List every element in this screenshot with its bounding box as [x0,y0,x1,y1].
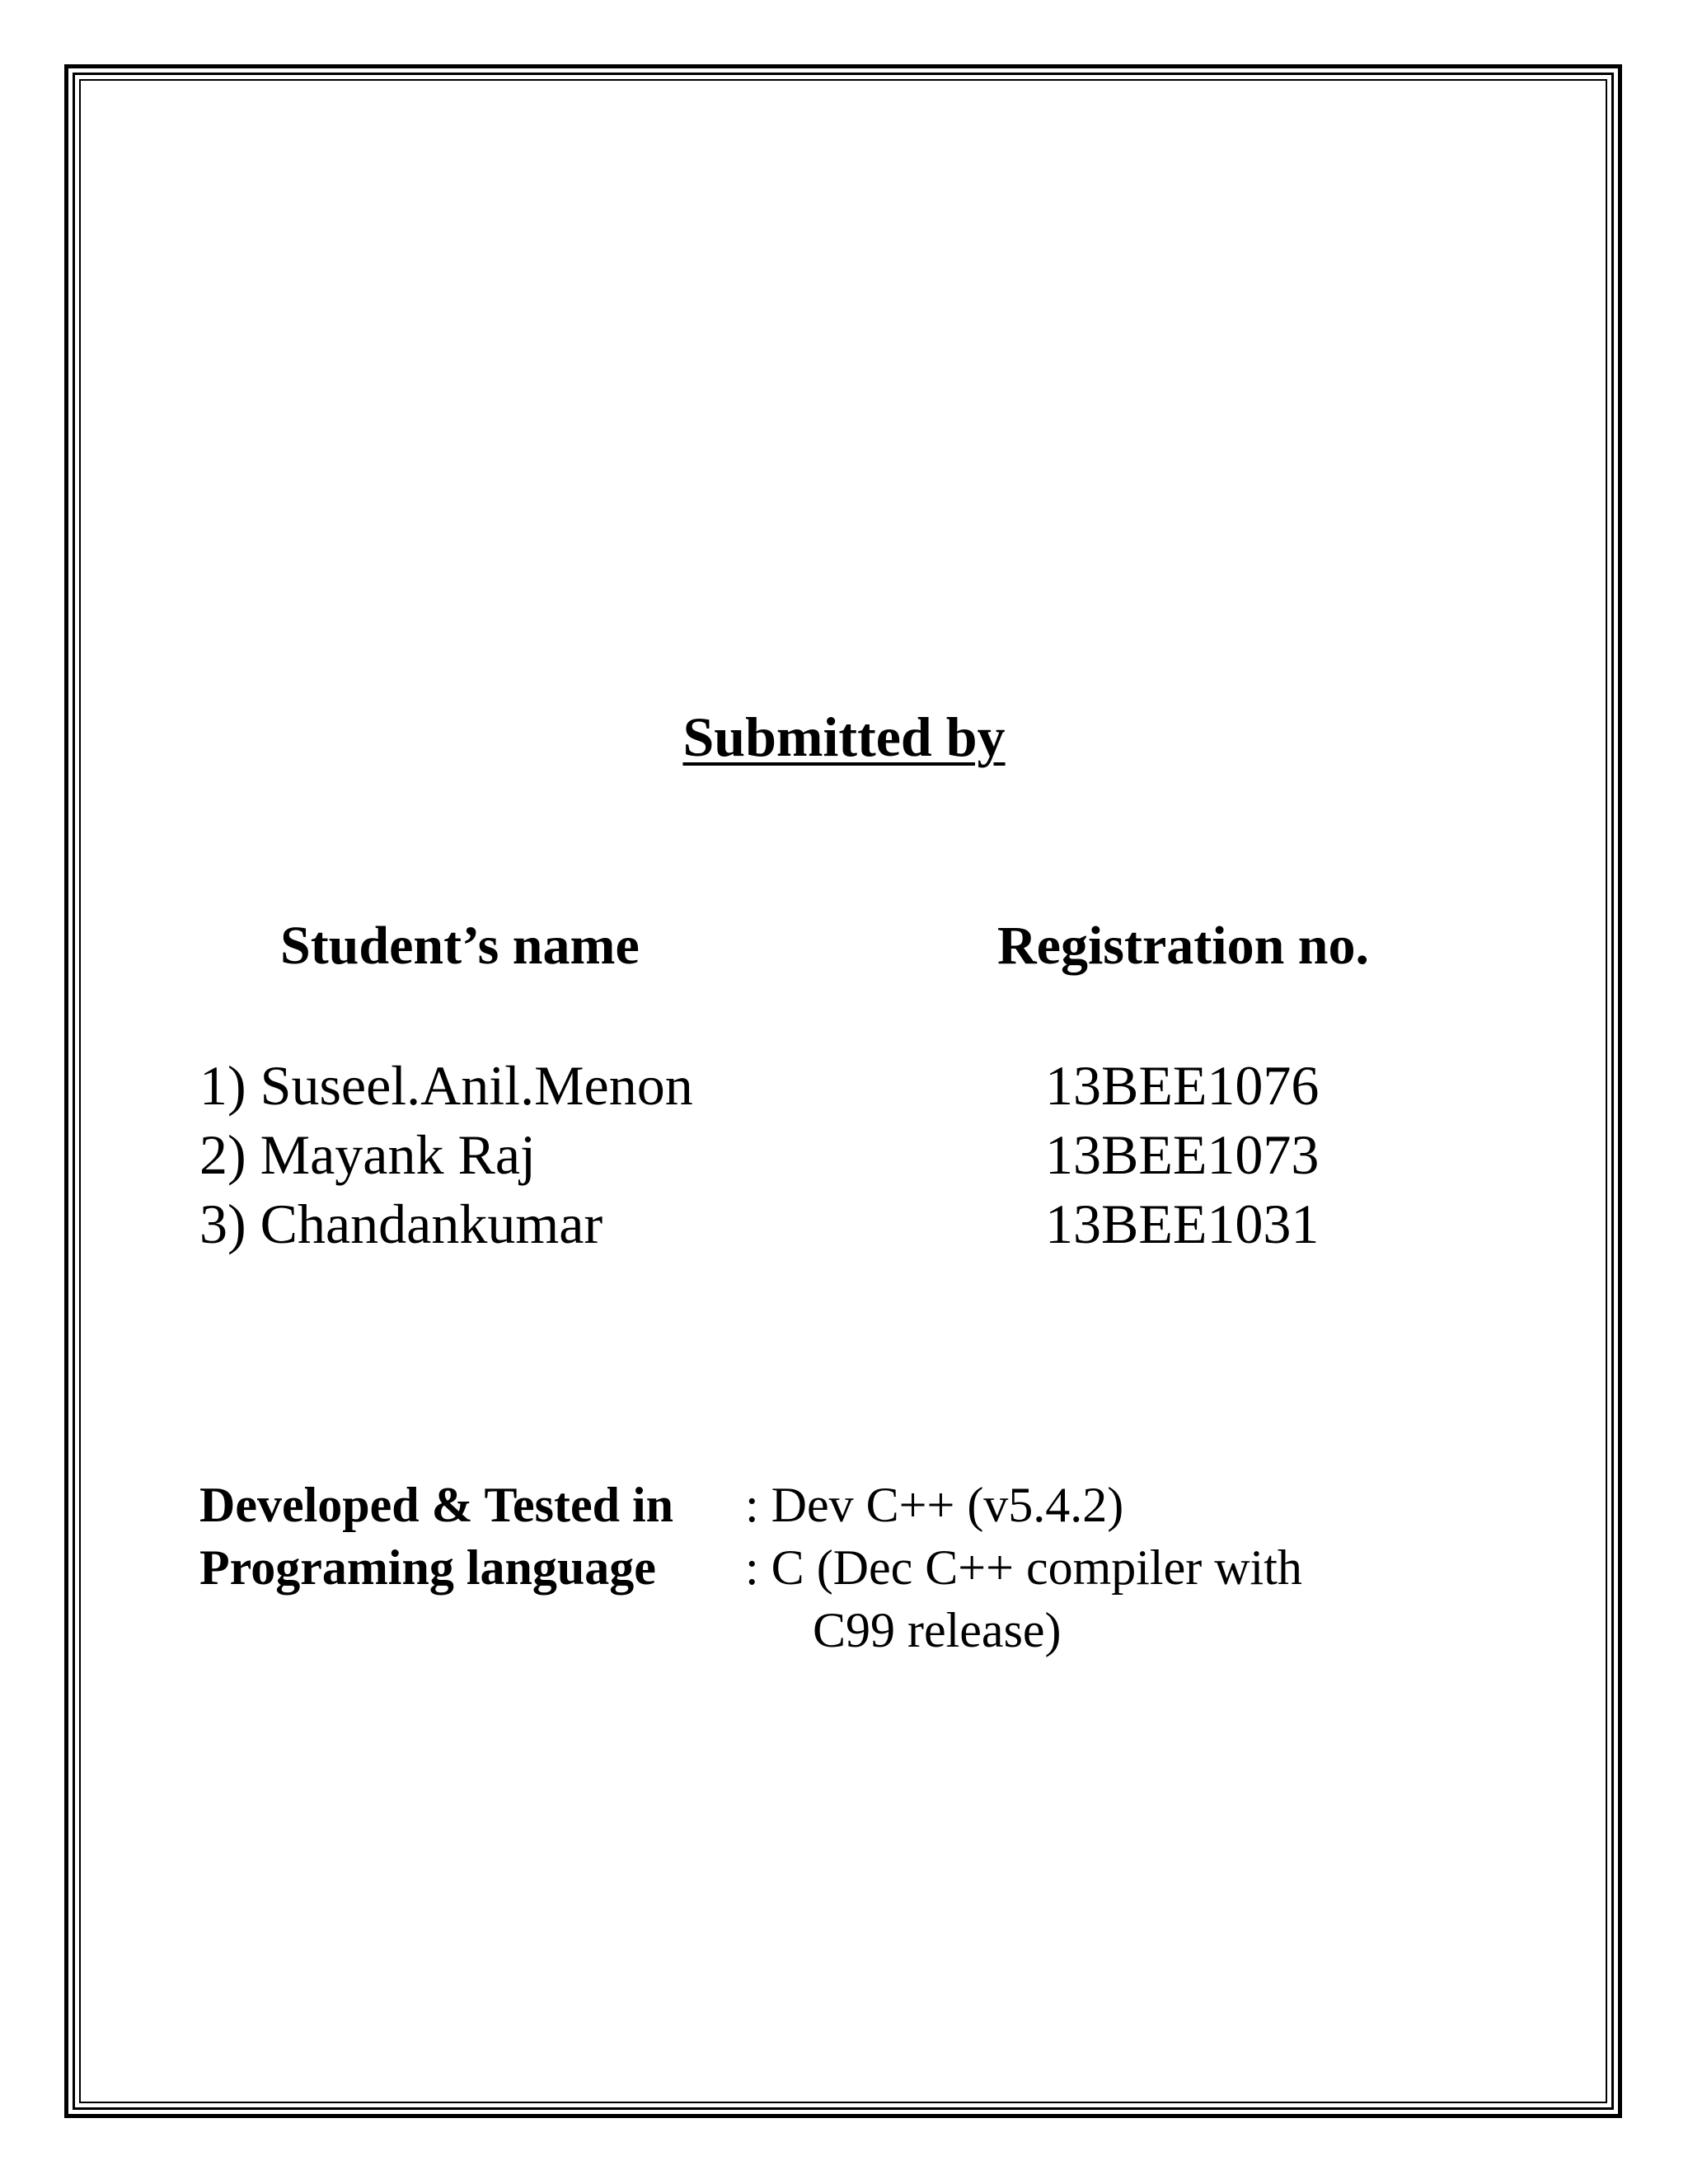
language-value-continued: C99 release) [813,1603,1062,1657]
registration-number: 13BEE1031 [1045,1193,1320,1255]
student-row [0,1192,1688,1261]
submitted-by-heading: Submitted by [682,705,1006,768]
registration-number: 13BEE1076 [1045,1054,1320,1117]
student-row [0,1053,1688,1122]
student-name: 3) Chandankumar [199,1193,603,1255]
student-name: 2) Mayank Raj [199,1123,536,1186]
registration-no-header: Registration no. [997,916,1369,976]
language-value: : C (Dec C++ compiler with [745,1540,1302,1595]
language-label: Programing language [199,1540,656,1595]
student-name: 1) Suseel.Anil.Menon [199,1054,693,1117]
registration-number: 13BEE1073 [1045,1123,1320,1186]
student-name-header: Student’s name [280,916,640,976]
developed-value: : Dev C++ (v5.4.2) [745,1478,1124,1532]
student-list [0,1053,1688,1261]
student-row [0,1122,1688,1192]
developed-label: Developed & Tested in [199,1478,674,1532]
